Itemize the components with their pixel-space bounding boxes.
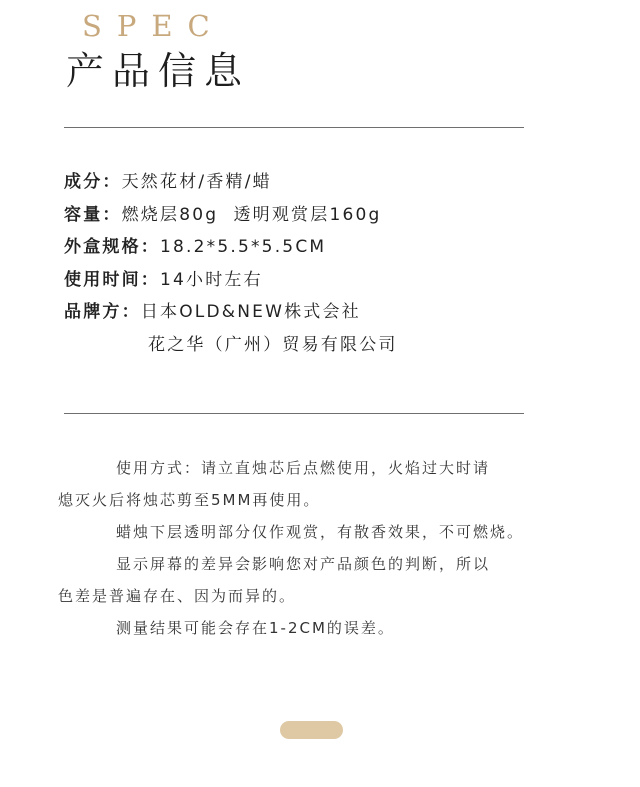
spec-ingredients-value: 天然花材/香精/蜡 xyxy=(121,172,272,192)
note-usage-line2: 熄灭火后将烛芯剪至5MM再使用。 xyxy=(58,491,321,509)
spec-list xyxy=(64,166,398,361)
spec-box-size xyxy=(64,231,398,264)
spec-capacity-value: 燃烧层80g 透明观赏层160g xyxy=(121,204,382,225)
spec-burn-time xyxy=(64,264,398,297)
notes xyxy=(58,452,578,644)
spec-ingredients-key: 成分： xyxy=(64,172,122,192)
spec-brand xyxy=(64,296,398,329)
spec-box-size-key: 外盒规格： xyxy=(64,237,160,257)
decorative-pill xyxy=(280,721,343,739)
spec-burn-time-value: 14小时左右 xyxy=(160,269,263,290)
top-divider xyxy=(64,127,524,128)
note-color-line1: 显示屏幕的差异会影响您对产品颜色的判断，所以 xyxy=(116,555,491,573)
spec-capacity xyxy=(64,199,398,232)
spec-brand-value: 日本OLD&NEW株式会社 xyxy=(140,302,361,322)
bottom-divider xyxy=(64,413,524,414)
spec-brand-value-2: 花之华（广州）贸易有限公司 xyxy=(148,334,398,355)
page-title: 产品信息 xyxy=(66,49,251,93)
note-lower-layer: 蜡烛下层透明部分仅作观赏，有散香效果，不可燃烧。 xyxy=(116,523,525,541)
spec-brand-key: 品牌方： xyxy=(64,302,141,322)
spec-ingredients xyxy=(64,166,398,199)
spec-burn-time-key: 使用时间： xyxy=(64,269,160,290)
note-measurement-error: 测量结果可能会存在1-2CM的误差。 xyxy=(116,619,395,637)
spec-brand-line2 xyxy=(64,329,398,362)
spec-box-size-value: 18.2*5.5*5.5CM xyxy=(160,237,327,257)
spec-capacity-key: 容量： xyxy=(64,204,122,225)
spec-label: SPEC xyxy=(82,9,225,43)
note-usage-line1: 使用方式：请立直烛芯后点燃使用，火焰过大时请 xyxy=(116,459,491,477)
note-color-line2: 色差是普遍存在、因为而异的。 xyxy=(58,587,297,605)
